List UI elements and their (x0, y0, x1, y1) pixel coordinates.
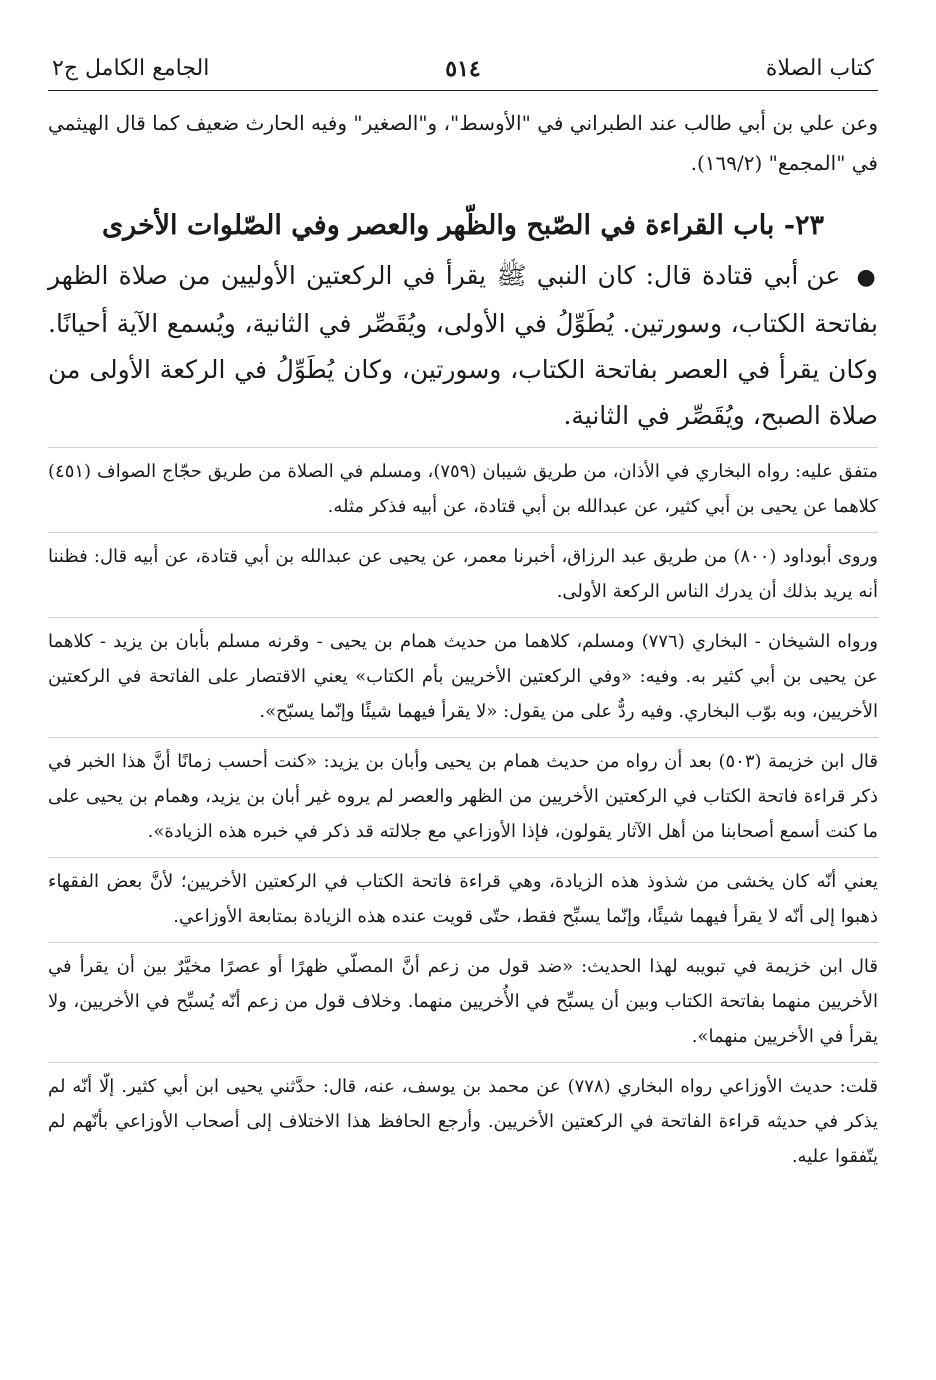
running-header (48, 50, 878, 91)
book-title: كتاب الصلاة (765, 56, 874, 81)
note-paragraph: يعني أنّه كان يخشى من شذوذ هذه الزيادة، وهي قراءة فاتحة الكتاب في الركعتين الأخريين؛ لأنَّ بعض الفقهاء ذهبوا إلى أنّه لا يقرأ فيهما شيئًا، وإنّما يسبِّح فقط، حتّى قويت عنده هذه الزيادة بمتابعة الأوزاعي. (48, 871, 878, 927)
hadith-text (48, 253, 878, 439)
hadith-body: عن أبي قتادة قال: كان النبي ﷺ يقرأ في الركعتين الأوليين من صلاة الظهر بفاتحة الكتاب، وسورتين. يُطَوِّلُ في الأولى، ويُقَصِّر في الثانية، ويُسمع الآية أحيانًا. وكان يقرأ في العصر بفاتحة الكتاب، وسورتين، وكان يُطَوِّلُ في الركعة الأولى من صلاة الصبح، ويُقَصِّر في الثانية. (48, 261, 878, 430)
note-paragraph: قال ابن خزيمة (٥٠٣) بعد أن رواه من حديث همام بن يحيى وأبان بن يزيد: «كنت أحسب زمانًا أنَّ هذا الخبر في ذكر قراءة فاتحة الكتاب في الركعتين الأخريين من الظهر والعصر لم يروه غير أبان بن يزيد، وهمام بن يحيى على ما كنت أسمع أصحابنا من أهل الآثار يقولون، فإذا الأوزاعي مع جلالته قد ذكر في خبره هذه الزيادة». (48, 751, 878, 842)
note-paragraph: ورواه الشيخان - البخاري (٧٧٦) ومسلم، كلاهما من حديث همام بن يحيى - وقرنه مسلم بأبان بن يزيد - كلاهما عن يحيى بن أبي كثير به. وفيه: «وفي الركعتين الأخريين بأم الكتاب» يعني الاقتصار على الفاتحة في الركعتين الأخريين، وبه بوّب البخاري. وفيه ردٌّ على من يقول: «لا يقرأ فيهما شيئًا وإنّما يسبّح». (48, 631, 878, 722)
chapter-title: ٢٣- باب القراءة في الصّبح والظّهر والعصر وفي الصّلوات الأخرى (101, 210, 825, 241)
bullet-icon: ● (856, 265, 878, 290)
note-paragraph: متفق عليه: رواه البخاري في الأذان، من طريق شيبان (٧٥٩)، ومسلم في الصلاة من طريق حجّاج الصواف (٤٥١) كلاهما عن يحيى بن أبي كثير، عن عبدالله بن أبي قتادة، عن أبيه فذكر مثله. (48, 461, 878, 517)
intro-paragraph: وعن علي بن أبي طالب عند الطبراني في "الأوسط"، و"الصغير" وفيه الحارث ضعيف كما قال الهيثمي في "المجمع" (١٦٩/٢). (48, 111, 878, 175)
book-page (48, 50, 878, 1174)
note-paragraph: قال ابن خزيمة في تبويبه لهذا الحديث: «ضد قول من زعم أنَّ المصلّي ظهرًا أو عصرًا مخيَّرٌ بين أن يقرأ في الأخريين منهما بفاتحة الكتاب وبين أن يسبِّح في الأُخريين منهما. وخلاف قول من زعم أنّه يُسبِّح في الأخريين، ولا يقرأ في الأخريين منهما». (48, 956, 878, 1047)
note-paragraph: قلت: حديث الأوزاعي رواه البخاري (٧٧٨) عن محمد بن يوسف، عنه، قال: حدَّثني يحيى ابن أبي كثير. إلّا أنّه لم يذكر في حديثه قراءة الفاتحة في الركعتين الأخريين. وأرجع الحافظ هذا الاختلاف إلى أصحاب الأوزاعي بأنّهم لم يتّفقوا عليه. (48, 1076, 878, 1167)
note-paragraph: وروى أبوداود (٨٠٠) من طريق عبد الرزاق، أخبرنا معمر، عن يحيى عن عبدالله بن أبي قتادة، عن أبيه قال: فظننا أنه يريد بذلك أن يدرك الناس الركعة الأولى. (48, 546, 878, 602)
volume-title: الجامع الكامل ج٢ (52, 56, 210, 81)
page-number: ٥١٤ (445, 56, 481, 82)
